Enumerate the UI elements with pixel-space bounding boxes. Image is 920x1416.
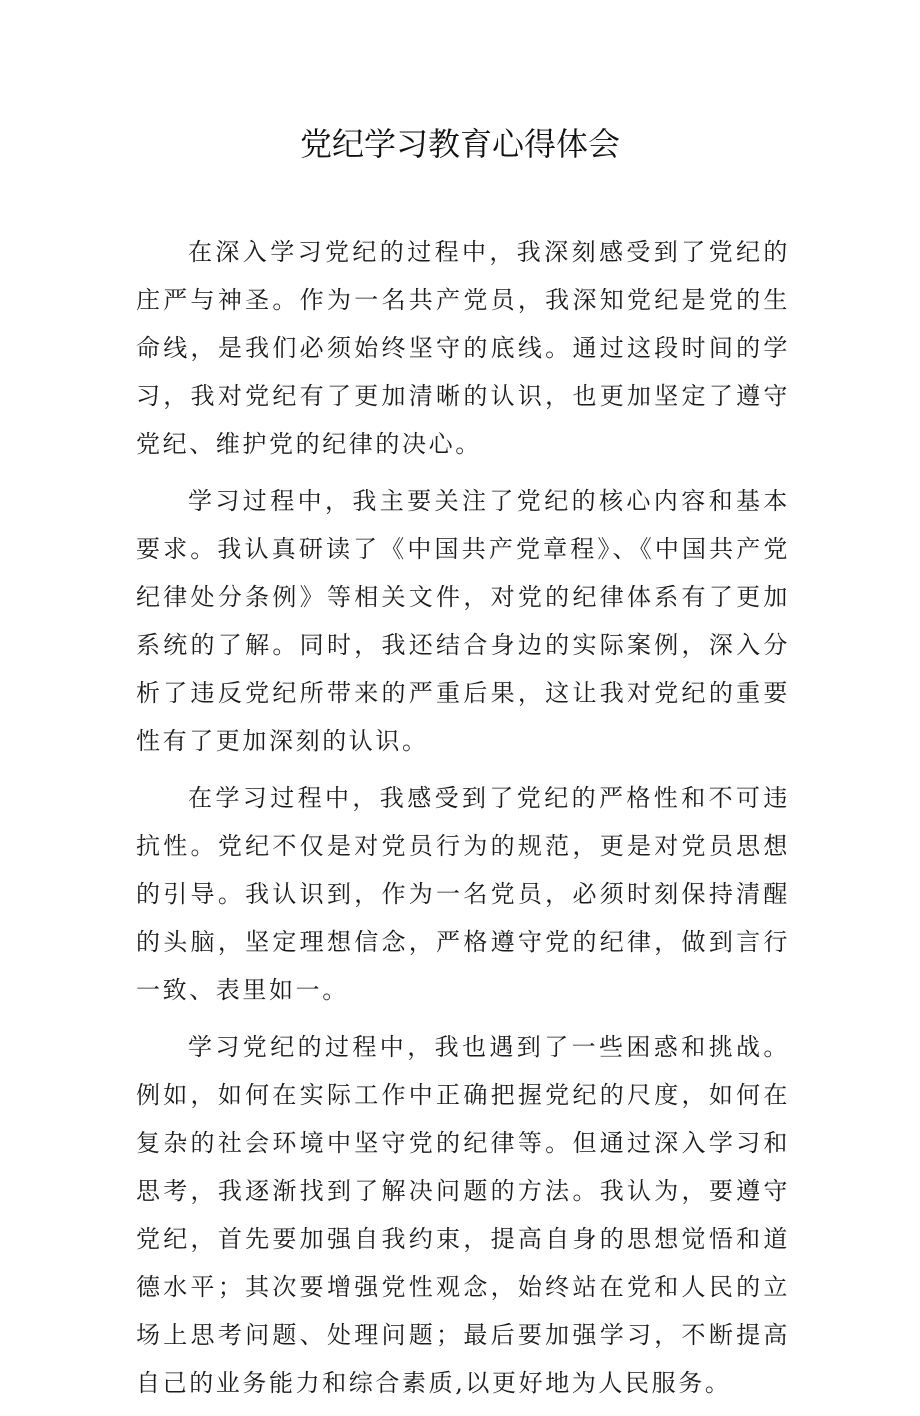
document-title: 党纪学习教育心得体会 xyxy=(299,125,620,163)
paragraph-2: 学习过程中，我主要关注了党纪的核心内容和基本要求。我认真研读了《中国共产党章程》、《中国共产党纪律处分条例》等相关文件，对党的纪律体系有了更加系统的了解。同时，我还结合身边的实际案例，深入分析了违反党纪所带来的严重后果，这让我对党纪的重要性有了更加深刻的认识。 xyxy=(136,487,790,755)
document-body xyxy=(136,228,790,1416)
paragraph-3: 在学习过程中，我感受到了党纪的严格性和不可违抗性。党纪不仅是对党员行为的规范，更是对党员思想的引导。我认识到，作为一名党员，必须时刻保持清醒的头脑，坚定理想信念，严格遵守党的纪律，做到言行一致、表里如一。 xyxy=(136,784,790,1004)
paragraph-4: 学习党纪的过程中，我也遇到了一些困惑和挑战。例如，如何在实际工作中正确把握党纪的尺度，如何在复杂的社会环境中坚守党的纪律等。但通过深入学习和思考，我逐渐找到了解决问题的方法。我认为，要遵守党纪，首先要加强自我约束，提高自身的思想觉悟和道德水平；其次要增强党性观念，始终站在党和人民的立场上思考问题、处理问题；最后要加强学习，不断提高自己的业务能力和综合素质,以更好地为人民服务。 xyxy=(136,1033,790,1397)
paragraph-1: 在深入学习党纪的过程中，我深刻感受到了党纪的庄严与神圣。作为一名共产党员，我深知党纪是党的生命线，是我们必须始终坚守的底线。通过这段时间的学习，我对党纪有了更加清晰的认识，也更加坚定了遵守党纪、维护党的纪律的决心。 xyxy=(136,238,790,458)
